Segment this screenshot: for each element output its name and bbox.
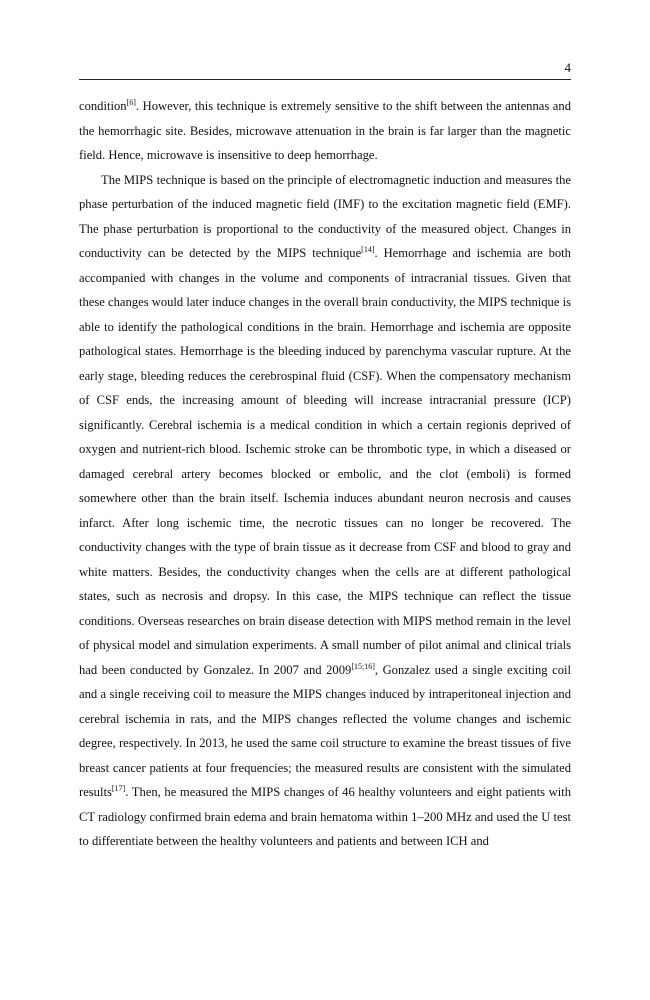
page-number: 4 bbox=[564, 60, 571, 75]
citation: [14] bbox=[361, 245, 375, 254]
text-run: condition bbox=[79, 99, 127, 113]
text-run: . Hemorrhage and ischemia are both accompanied with changes in the volume and components of intracranial tissues. Given that these changes would later induce changes in the overall brain conductivity, the MIPS technique is able to identify the pathological conditions in the brain. Hemorrhage and ischemia are opposite pathological states. Hemorrhage is the bleeding induced by parenchyma vascular rupture. At the early stage, bleeding reduces the cerebrospinal fluid (CSF). When the compensatory mechanism of CSF ends, the increasing amount of bleeding will increase intracranial pressure (ICP) significantly. Cerebral ischemia is a medical condition in which a certain regionis deprived of oxygen and nutrient-rich blood. Ischemic stroke can be thrombotic type, in which a diseased or damaged cerebral artery becomes blocked or embolic, and the clot (emboli) is formed somewhere other than the brain itself. Ischemia induces abundant neuron necrosis and causes infarct. After long ischemic time, the necrotic tissues can no longer be recovered. The conductivity changes with the type of brain tissue as it decrease from CSF and blood to gray and white matters. Besides, the conductivity changes when the cells are at different pathological states, such as necrosis and dropsy. In this case, the MIPS technique can reflect the tissue conditions. Overseas researches on brain disease detection with MIPS method remain in the level of physical model and simulation experiments. A small number of pilot animal and clinical trials had been conducted by Gonzalez. In 2007 and 2009 bbox=[79, 246, 571, 677]
text-run: , Gonzalez used a single exciting coil and a single receiving coil to measure the MIPS changes induced by intraperitoneal injection and cerebral ischemia in rats, and the MIPS changes reflected the volume changes and ischemic degree, respectively. In 2013, he used the same coil structure to examine the breast tissues of five breast cancer patients at four frequencies; the measured results are consistent with the simulated results bbox=[79, 662, 572, 799]
citation: [15;16] bbox=[351, 661, 375, 671]
text-run: . However, this technique is extremely sensitive to the shift between the antennas and the hemorrhagic site. Besides, microwave attenuation in the brain is far larger than the magnetic field. Hence, microwave is insensitive to deep hemorrhage. bbox=[79, 99, 571, 162]
paragraph-1 bbox=[79, 94, 571, 168]
header-rule bbox=[79, 79, 571, 80]
body-text bbox=[79, 94, 571, 854]
text-run: . Then, he measured the MIPS changes of 46 healthy volunteers and eight patients with CT radiology confirmed brain edema and brain hematoma within 1–200 MHz and used the U test to differentiate between the healthy volunteers and patients and between ICH and bbox=[79, 785, 571, 848]
citation: [6] bbox=[126, 98, 136, 107]
citation: [17] bbox=[111, 784, 126, 793]
text-run: The MIPS technique is based on the principle of electromagnetic induction and measures the phase perturbation of the induced magnetic field (IMF) to the excitation magnetic field (EMF). The phase perturbation is proportional to the conductivity of the measured object. Changes in conductivity can be detected by the MIPS technique bbox=[79, 172, 571, 260]
paragraph-2 bbox=[79, 168, 571, 854]
